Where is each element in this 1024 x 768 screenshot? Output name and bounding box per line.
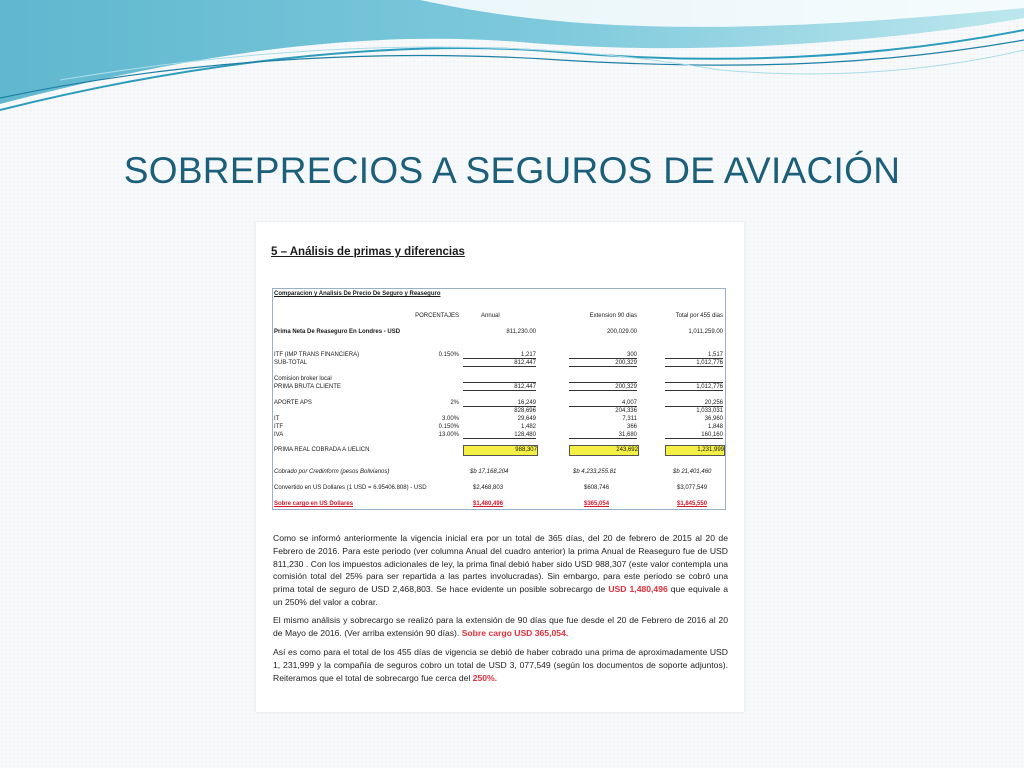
aporte-annual: 16,249: [463, 400, 536, 407]
slide-title: SOBREPRECIOS A SEGUROS DE AVIACIÓN: [123, 150, 901, 191]
sobrecargo-extension: $365,054: [584, 501, 610, 507]
document-heading: 5 – Análisis de primas y diferencias: [271, 246, 465, 258]
row-label-aporte: APORTE APS: [274, 400, 312, 406]
paragraph3-highlight: 250%.: [472, 672, 498, 683]
prima-neta-extension: 200,029.00: [606, 329, 637, 335]
paragraph1-tail: que equivale a un 250% del valor a cobrar.: [273, 584, 728, 607]
paragraph-extension-analysis: [273, 614, 728, 640]
paragraph2-highlight: Sobre cargo USD 365,054.: [461, 627, 569, 638]
aporte-pct: 2%: [450, 400, 459, 406]
aporte-total: 20,256: [665, 400, 723, 407]
prima-neta-total: 1,011,259.00: [688, 329, 723, 335]
itf-imp-pct: 0.150%: [438, 352, 459, 358]
comision-annual-line: [463, 376, 536, 383]
itf-total: 1,848: [707, 424, 723, 430]
row-label-it: IT: [274, 416, 280, 422]
row-label-itf: ITF: [274, 424, 283, 430]
table-title: Comparacion y Analisis De Precio De Seguro y Reaseguro: [274, 291, 441, 297]
header-total: Total por 455 dias: [675, 313, 723, 319]
iva-pct: 13.00%: [438, 432, 459, 438]
subtotal2-annual: 828,696: [514, 408, 536, 414]
itf-imp-total: 1,517: [665, 352, 723, 359]
row-label-cobrado: Cobrado por Credinform (pesos Bolivianos): [274, 469, 390, 475]
comision-total-line: [665, 376, 723, 383]
cobrado-total: $b 21,401,460: [673, 469, 712, 475]
aporte-extension: 4,007: [569, 400, 637, 407]
prima-real-extension: 243,692: [569, 445, 639, 456]
convertido-total: $3,077,549: [677, 485, 708, 491]
row-label-convertido: Convertido en US Dollares (1 USD = 6.95406.808) - USD: [274, 485, 427, 491]
prima-bruta-extension: 200,329: [569, 384, 637, 391]
it-total: 36,960: [704, 416, 723, 422]
it-pct: 3.00%: [441, 416, 459, 422]
prima-neta-annual: 811,230.00: [506, 329, 536, 335]
row-label-iva: IVA: [274, 432, 284, 438]
paragraph-total-analysis: [273, 646, 728, 684]
prima-real-annual: 988,307: [463, 445, 538, 456]
iva-total: 160,160: [665, 432, 723, 439]
subtotal2-extension: 204,336: [615, 408, 637, 414]
iva-extension: 31,680: [569, 432, 637, 439]
paragraph-annual-analysis: [273, 532, 728, 609]
iva-annual: 128,480: [463, 432, 536, 439]
row-label-prima-bruta: PRIMA BRUTA CLIENTE: [274, 384, 341, 390]
scanned-document: [256, 222, 744, 712]
header-annual: Annual: [481, 313, 500, 319]
subtotal-total: 1,012,776: [665, 360, 723, 367]
convertido-extension: $608,746: [584, 485, 610, 491]
subtotal-annual: 812,447: [463, 360, 536, 367]
subtotal2-total: 1,033,031: [696, 408, 723, 414]
itf-extension: 366: [626, 424, 637, 430]
row-label-prima-neta: Prima Neta De Reaseguro En Londres - USD: [274, 329, 401, 335]
comision-extension-line: [569, 376, 637, 383]
prima-bruta-annual: 812,447: [463, 384, 536, 391]
subtotal-extension: 200,329: [569, 360, 637, 367]
itf-imp-annual: 1,217: [463, 352, 536, 359]
it-extension: 7,311: [622, 416, 637, 422]
itf-imp-extension: 300: [569, 352, 637, 359]
row-label-sobrecargo: Sobre cargo en US Dollares: [274, 501, 354, 507]
premium-comparison-table: [272, 288, 726, 510]
paragraph1-highlight: USD 1,480,496: [608, 584, 668, 595]
header-porcentajes: PORCENTAJES: [415, 313, 459, 319]
decorative-wave-header: [0, 0, 1024, 120]
sobrecargo-annual: $1,480,496: [473, 501, 504, 507]
cobrado-annual: $b 17,168,204: [470, 469, 509, 475]
row-label-itf-imp: ITF (IMP TRANS FINANCIERA): [274, 352, 360, 358]
header-extension: Extension 90 dias: [589, 313, 637, 319]
itf-annual: 1,482: [520, 424, 536, 430]
cobrado-extension: $b 4,233,255.81: [573, 469, 617, 475]
paragraph3-text: Así es como para el total de los 455 días de vigencia se debió de haber cobrado una prima de aproximadamente USD 1, 231,999 y la compañía de seguros cobro un total de USD 3, 077,549 (según los documentos de soporte adjuntos). Reiteramos que el total de sobrecargo fue cerca del: [273, 647, 728, 683]
row-label-comision: Comision broker local: [274, 376, 332, 382]
paragraph2-text: El mismo análisis y sobrecargo se realizó para la extensión de 90 días que fue desde el 20 de Febrero de 2016 al 20 de Mayo de 2016. (Ver arriba extensión 90 días).: [273, 615, 728, 638]
row-label-subtotal: SUB-TOTAL: [274, 360, 308, 366]
prima-real-total: 1,231,999: [665, 445, 725, 456]
convertido-annual: $2,468,803: [473, 485, 504, 491]
prima-bruta-total: 1,012,776: [665, 384, 723, 391]
it-annual: 29,649: [517, 416, 536, 422]
row-label-prima-real: PRIMA REAL COBRADA A UELICN: [274, 447, 370, 453]
sobrecargo-total: $1,845,550: [677, 501, 708, 507]
paragraph1-text: Como se informó anteriormente la vigencia inicial era por un total de 365 días, del 20 de febrero de 2015 al 20 de Febrero de 2016. Para este periodo (ver columna Anual del cuadro anterior) la prima Anual de Reaseguro fue de USD 811,230 . Con los impuestos adicionales de ley, la prima final debió haber sido USD 988,307 (este valor contempla una comisión total del 25% para ser repartida a las partes involucradas). Sin embargo, para este periodo se cobró una prima total de seguro de USD 2,468,803. Se hace evidente un posible sobrecargo de: [273, 533, 728, 595]
itf-pct: 0.150%: [438, 424, 459, 430]
